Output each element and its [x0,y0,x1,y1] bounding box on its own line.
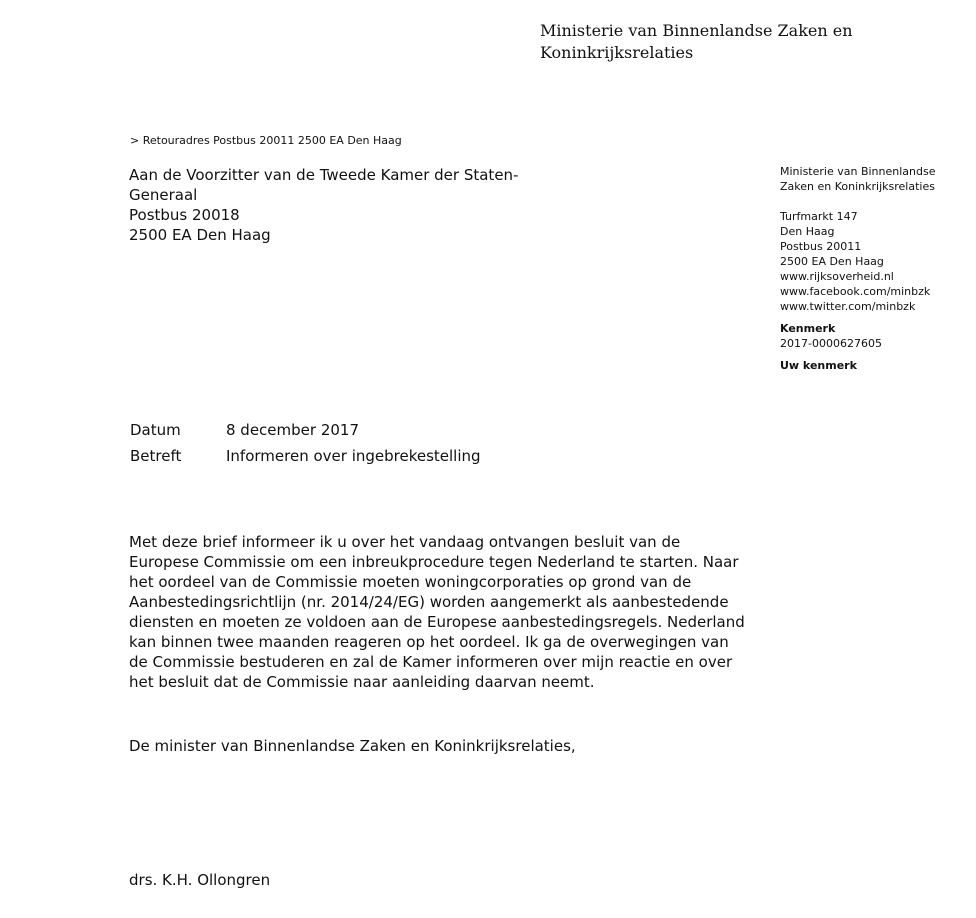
ministry-logo-line-1: Ministerie van Binnenlandse Zaken en [540,21,853,40]
sidebar-org-line-2: Zaken en Koninkrijksrelaties [780,180,935,193]
datum-value: 8 december 2017 [226,421,360,439]
datum-label: Datum [130,421,181,439]
letter-body [129,532,754,692]
body-line: Europese Commissie om een inbreukprocedure tegen Nederland te starten. Naar [129,553,739,571]
sidebar-website-link[interactable]: www.rijksoverheid.nl [780,270,894,283]
sidebar-postbus: Postbus 20011 [780,240,862,253]
body-line: het oordeel van de Commissie moeten woningcorporaties op grond van de [129,573,692,591]
uw-kenmerk-label: Uw kenmerk [780,359,857,372]
betreft-label: Betreft [130,447,182,465]
body-line: diensten en moeten ze voldoen aan de Europese aanbestedingsregels. Nederland [129,613,745,631]
sidebar-twitter-link[interactable]: www.twitter.com/minbzk [780,300,916,313]
kenmerk-value: 2017-0000627605 [780,337,882,350]
sidebar-street: Turfmarkt 147 [780,210,858,223]
sender-sidebar [780,164,970,373]
addressee-line-2: Generaal [129,186,198,204]
betreft-value: Informeren over ingebrekestelling [226,447,481,465]
addressee-block [129,165,549,245]
kenmerk-label: Kenmerk [780,322,836,335]
sidebar-postcode: 2500 EA Den Haag [780,255,884,268]
betreft-row [130,443,481,469]
body-line: kan binnen twee maanden reageren op het oordeel. Ik ga de overwegingen van [129,633,729,651]
body-line: de Commissie bestuderen en zal de Kamer informeren over mijn reactie en over [129,653,733,671]
ministry-logo-line-2: Koninkrijksrelaties [540,43,694,62]
ministry-logo [540,20,853,64]
signature-name: drs. K.H. Ollongren [129,871,271,889]
datum-row [130,417,481,443]
body-line: Met deze brief informeer ik u over het vandaag ontvangen besluit van de [129,533,681,551]
addressee-line-1: Aan de Voorzitter van de Tweede Kamer der Staten- [129,166,519,184]
body-line: het besluit dat de Commissie naar aanleiding daarvan neemt. [129,673,595,691]
letter-meta [130,417,481,469]
addressee-line-3: Postbus 20018 [129,206,240,224]
addressee-line-4: 2500 EA Den Haag [129,226,271,244]
closing-line: De minister van Binnenlandse Zaken en Koninkrijksrelaties, [129,737,576,755]
sidebar-city: Den Haag [780,225,835,238]
return-address: > Retouradres Postbus 20011 2500 EA Den Haag [130,134,402,147]
body-line: Aanbestedingsrichtlijn (nr. 2014/24/EG) worden aangemerkt als aanbestedende [129,593,729,611]
sidebar-facebook-link[interactable]: www.facebook.com/minbzk [780,285,931,298]
sidebar-org-line-1: Ministerie van Binnenlandse [780,165,936,178]
